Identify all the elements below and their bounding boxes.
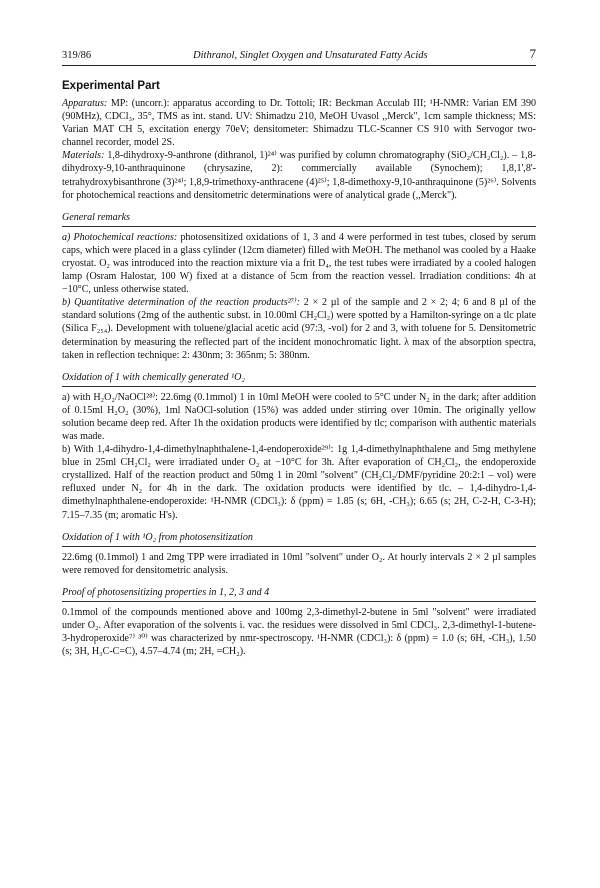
running-title: Dithranol, Singlet Oxygen and Unsaturated Fatty Acids [193,50,428,61]
page [62,46,536,658]
oxidation-photo-text: 22.6mg (0.1mmol) 1 and 2mg TPP were irradiated in 10ml "solvent" under O₂. At hourly intervals 2 × 2 µl samples were removed for densitometric analysis. [62,551,536,576]
general-remarks-a-label: a) Photochemical reactions: [62,231,178,243]
apparatus-text: MP: (uncorr.): apparatus according to Dr. Tottoli; IR: Beckman Acculab III; ¹H-NMR: Varian EM 390 (90MHz), CDCl₃, 35°, TMS as int. stand. UV: Shimadzu 210, MeOH Uvasol ,,Merck", 1cm sample thickness; MS: Varian MAT CH 5, excitation energy 70eV; densitometer: Shimadzu TLC-Scanner CS 910 with Servogor two-channel recorder, model 2S. [62,98,536,149]
running-header [62,46,536,66]
page-number: 7 [529,46,536,61]
divider [62,386,536,387]
materials-text: 1,8-dihydroxy-9-anthrone (dithranol, 1)²⁴⁾ was purified by column chromatography (SiO₂/CH₂Cl₂). – 1,8-dihydroxy-9,10-anthraquinone (chrysazine, 2): commercially available (Synochem); 1,8,1',8'-tetrahydroxybisanthrone (3)²⁴⁾; 1,8,9-trimethoxy-anthracene (4)²⁵⁾; 1,8-dimethoxy-9,10-anthraquinone (5)²⁶⁾. Solvents for photochemical reactions and densitometric determinations were of analytical grade (,,Merck"). [62,150,536,201]
proof-text: 0.1mmol of the compounds mentioned above and 100mg 2,3-dimethyl-2-butene in 5ml "solvent" were irradiated under O₂. After evaporation of the solvents i. vac. the residues were dissolved in 5ml CDCl₃. 2,3-dimethyl-1-butene-3-hydroperoxide⁷⁾ ³⁰⁾ was characterized by nmr-spectroscopy. ¹H-NMR (CDCl₃): δ (ppm) = 1.0 (s; 6H, -CH₃), 1.50 (s; 3H, H₃C-C=C), 4.57–4.74 (m; 2H, =CH₂). [62,606,536,658]
oxidation-chem-heading: Oxidation of 1 with chemically generated ¹O₂ [62,371,245,383]
apparatus-label: Apparatus: [62,98,108,109]
journal-ref: 319/86 [62,50,92,61]
oxidation-chem-a: a) with H₂O₂/NaOCl²⁸⁾: 22.6mg (0.1mmol) 1 in 10ml MeOH were cooled to 5°C under N₂ in the dark; after addition of 0.15ml H₂O₂ (30%), 1ml NaOCl-solution (15%) was added under stirring over 10min. The originally yellow solution became deep red. After 1h the oxidation products were identified by tlc; comparison with authentic materials was made. [62,391,536,442]
oxidation-photo-heading: Oxidation of 1 with ¹O₂ from photosensitization [62,531,253,543]
materials-paragraph [62,149,536,201]
materials-label: Materials: [62,150,105,162]
divider [62,601,536,602]
oxidation-chem-b: b) With 1,4-dihydro-1,4-dimethylnaphthalene-1,4-endoperoxide²⁹⁾: 1g 1,4-dimethylnaphthalene and 5mg methylene blue in 25ml CH₂Cl₂ were irradiated under O₂ at −10°C for 3h. After evaporation of CH₂Cl₂, the endoperoxide crystallized. Half of the reaction product and 50mg 1 in 20ml "solvent" (CH₂Cl₂/DMF/pyridine 20:2:1 – vol) were refluxed under N₂ for 4h in the dark. The oxidation products were identified by tlc. – 1,4-dihydro-1,4-dimethylnaphthalene-endoperoxide: ¹H-NMR (CDCl₃): δ (ppm) = 1.85 (s; 6H, -CH₃); 6.65 (s; 2H, C-2-H, C-3-H); 7.15–7.35 (m; aromatic H's). [62,444,536,521]
general-remarks-b-label: b) Quantitative determination of the reaction products²⁷⁾: [62,297,300,309]
general-remarks-a [62,231,536,296]
section-title: Experimental Part [62,80,160,92]
apparatus-paragraph [62,97,536,149]
divider [62,546,536,547]
general-remarks-b-text: 2 × 2 µl of the sample and 2 × 2; 4; 6 and 8 µl of the standard solutions (2mg of the authentic subst. in 10.00ml CH₂Cl₂) were spotted by a Hamilton-syringe on a tlc plate (Silica F₂₅₄). Development with toluene/glacial acetic acid (97:3, -vol) for 2 and 3, with toluene for 5. Densitometric determination by measuring the reflected part of the incident monochromatic light. λ max of the absorption spectra, taken in reflection technique: 2: 430nm; 3: 365nm; 5: 380nm. [62,297,536,361]
general-remarks-b [62,296,536,361]
divider [62,226,536,227]
general-remarks-a-text: photosensitized oxidations of 1, 3 and 4 were performed in test tubes, closed by serum caps, which were placed in a glass cylinder (12cm diameter) filled with MeOH. The methanol was cooled by a Haake cryostat. O₂ was introduced into the reaction mixture via a frit D₄, the test tubes were irradiated by a cooled halogen lamp (Osram Halostar, 100 W) fixed at a distance of 5cm from the reaction vessel. Irradiation conditions: 4h at −10°C, unless otherwise stated. [62,231,536,296]
general-remarks-heading: General remarks [62,211,130,223]
proof-heading: Proof of photosensitizing properties in 1, 2, 3 and 4 [62,586,270,598]
